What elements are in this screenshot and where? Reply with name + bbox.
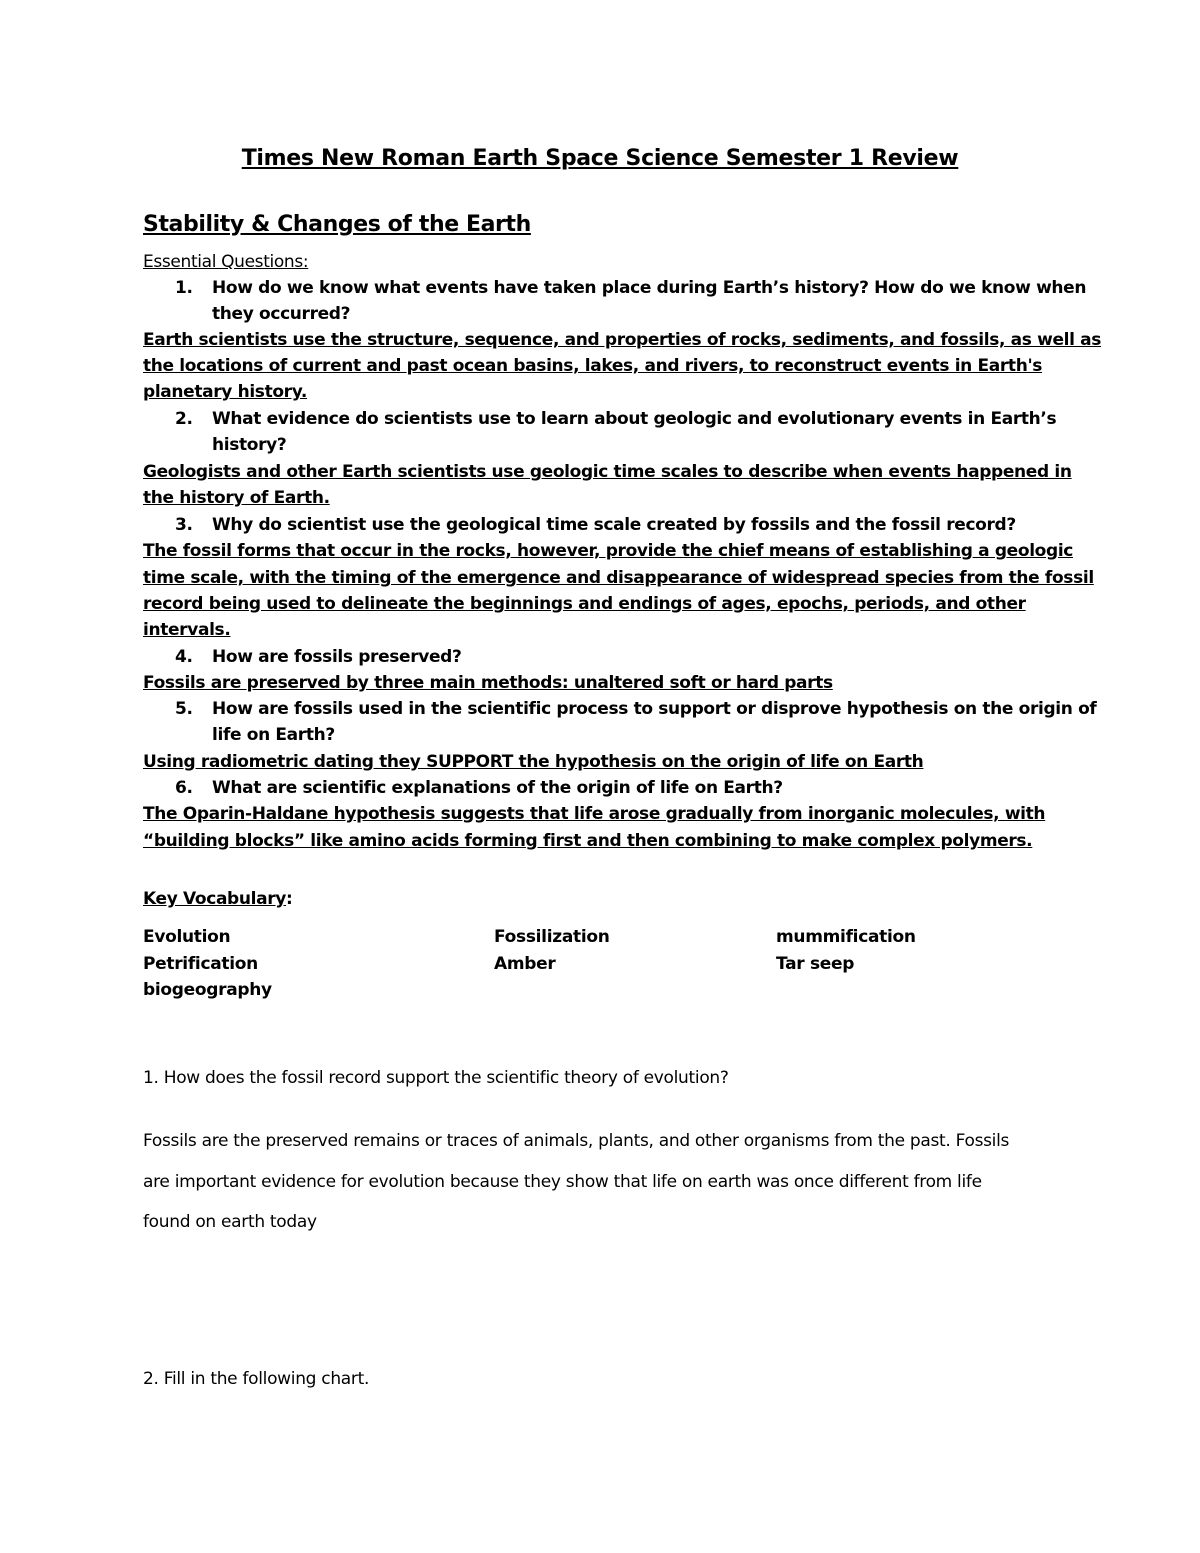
question-text: What are scientific explanations of the origin of life on Earth? — [212, 778, 783, 798]
prompt-question-2: 2. Fill in the following chart. — [143, 1369, 370, 1389]
question-text: How are fossils used in the scientific process to support or disprove hypothesis on the origin of — [212, 699, 1097, 719]
vocab-term: Fossilization — [494, 927, 610, 947]
prompt-question-1: 1. How does the fossil record support the scientific theory of evolution? — [143, 1068, 729, 1088]
question-text: How do we know what events have taken place during Earth’s history? How do we know when — [212, 278, 1087, 298]
vocab-term: biogeography — [143, 980, 272, 1000]
answer-3-line-4: intervals. — [143, 620, 231, 640]
answer-1-line-3: planetary history. — [143, 382, 307, 402]
question-4 — [175, 644, 462, 670]
question-2-cont: history? — [212, 435, 287, 455]
question-1 — [175, 275, 1086, 301]
vocab-term: Tar seep — [776, 954, 855, 974]
question-number: 2. — [175, 409, 193, 429]
answer-2-line-1: Geologists and other Earth scientists use geologic time scales to describe when events happened in — [143, 462, 1072, 482]
question-number: 6. — [175, 778, 193, 798]
question-5-cont: life on Earth? — [212, 725, 335, 745]
vocab-term: Petrification — [143, 954, 258, 974]
answer-6-line-1: The Oparin-Haldane hypothesis suggests that life arose gradually from inorganic molecules, with — [143, 804, 1046, 824]
question-number: 1. — [175, 278, 193, 298]
question-6 — [175, 775, 783, 801]
answer-6-line-2: “building blocks” like amino acids forming first and then combining to make complex polymers. — [143, 831, 1033, 851]
key-vocabulary-label: Key Vocabulary: — [143, 889, 293, 909]
answer-2-line-2: the history of Earth. — [143, 488, 330, 508]
question-text: What evidence do scientists use to learn about geologic and evolutionary events in Earth’s — [212, 409, 1057, 429]
question-text: Why do scientist use the geological time scale created by fossils and the fossil record? — [212, 515, 1016, 535]
answer-paragraph-line-3: found on earth today — [143, 1212, 317, 1232]
document-title: Times New Roman Earth Space Science Semester 1 Review — [241, 146, 959, 171]
answer-3-line-1: The fossil forms that occur in the rocks, however, provide the chief means of establishing a geologic — [143, 541, 1074, 561]
vocab-term: Evolution — [143, 927, 231, 947]
answer-1-line-1: Earth scientists use the structure, sequence, and properties of rocks, sediments, and fossils, as well as — [143, 330, 1102, 350]
question-3 — [175, 512, 1016, 538]
question-5 — [175, 696, 1096, 722]
question-text: How are fossils preserved? — [212, 647, 462, 667]
vocab-term: mummification — [776, 927, 916, 947]
question-1-cont: they occurred? — [212, 304, 351, 324]
question-2 — [175, 406, 1056, 432]
question-number: 4. — [175, 647, 193, 667]
answer-4-line-1: Fossils are preserved by three main methods: unaltered soft or hard parts — [143, 673, 833, 693]
vocab-term: Amber — [494, 954, 556, 974]
answer-paragraph-line-1: Fossils are the preserved remains or traces of animals, plants, and other organisms from the past. Fossils — [143, 1131, 1010, 1151]
question-number: 3. — [175, 515, 193, 535]
question-number: 5. — [175, 699, 193, 719]
essential-questions-label: Essential Questions: — [143, 252, 309, 272]
answer-5-line-1: Using radiometric dating they SUPPORT the hypothesis on the origin of life on Earth — [143, 752, 924, 772]
answer-3-line-2: time scale, with the timing of the emergence and disappearance of widespread species from the fossil — [143, 568, 1094, 588]
answer-1-line-2: the locations of current and past ocean basins, lakes, and rivers, to reconstruct events in Earth's — [143, 356, 1043, 376]
section-title: Stability & Changes of the Earth — [143, 212, 531, 237]
answer-paragraph-line-2: are important evidence for evolution because they show that life on earth was once different from life — [143, 1172, 982, 1192]
answer-3-line-3: record being used to delineate the beginnings and endings of ages, epochs, periods, and other — [143, 594, 1026, 614]
